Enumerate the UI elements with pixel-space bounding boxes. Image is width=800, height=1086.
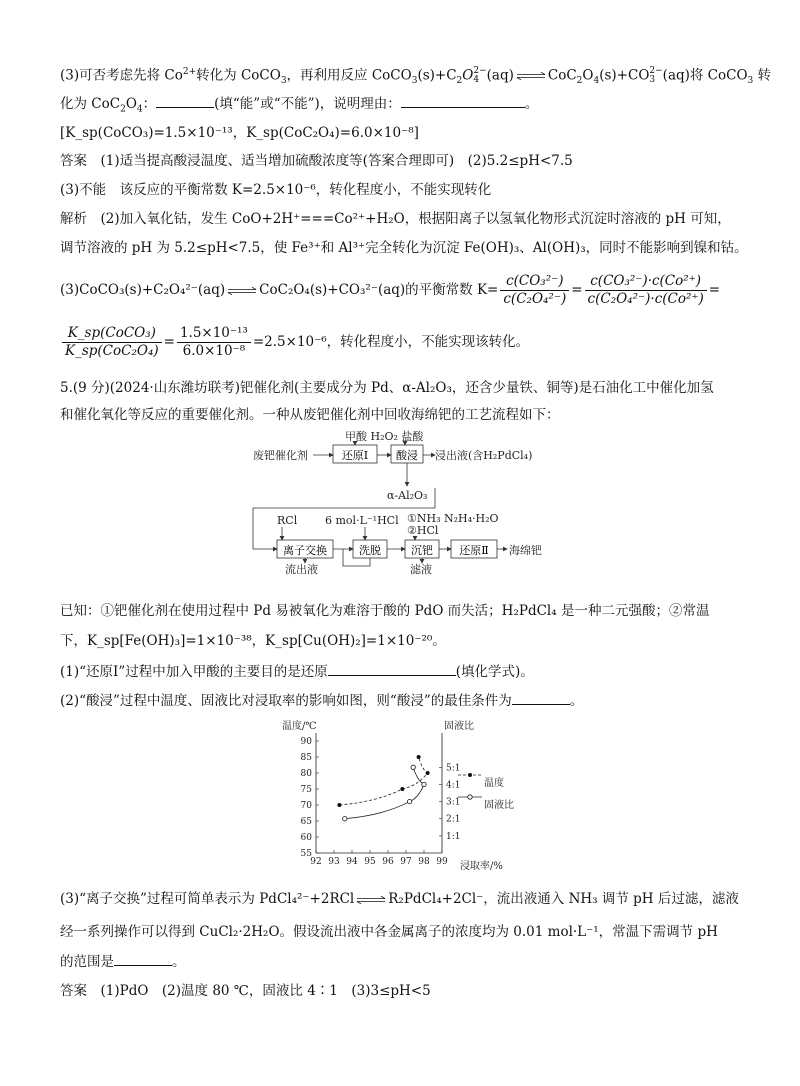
sub-q3-line2: 经一系列操作可以得到 CuCl₂·2H₂O。假设流出液中各金属离子的浓度均为 0.01 mol·L⁻¹，常温下需调节 pH	[60, 924, 718, 940]
answer-blank[interactable]	[401, 93, 525, 108]
flow-hcl: 6 mol·L⁻¹HCl	[325, 514, 399, 527]
x-tick-label: 96	[382, 857, 394, 867]
y-tick-label: 80	[300, 769, 312, 779]
answer-1: 答案 (1)适当提高酸浸温度、适当增加硫酸浓度等(答案合理即可) (2)5.2≤pH<7.5	[60, 153, 573, 169]
y-tick-label: 65	[300, 817, 312, 827]
sub-q3: (3)“离子交换”过程可简单表示为 PdCl₄²⁻+2RCl R₂PdCl₄+2Cl⁻，流出液通入 NH₃ 调节 pH 后过滤，滤液	[60, 891, 739, 907]
flow-alumina: α-Al₂O₃	[387, 489, 428, 502]
fraction: $\frac{\text{c(CO₃²⁻)·c(Co²⁺)}}{\text{c(C₂O₄²⁻)·c(Co²⁺)}}$	[585, 273, 707, 308]
flow-filtrate: 滤液	[410, 563, 432, 576]
sub-q3-line3: 的范围是 。	[60, 951, 186, 972]
chart-ylabel: 温度/℃	[282, 721, 317, 732]
legend-solid-liquid: 固液比	[484, 800, 514, 811]
y-tick-label: 85	[300, 753, 312, 763]
series-temperature-point	[417, 755, 421, 759]
box-pd-precip-label: 沉钯	[411, 544, 433, 557]
flow-effluent: 流出液	[285, 563, 318, 576]
flow-cond1: ①NH₃ N₂H₄·H₂O	[407, 512, 499, 525]
fraction: $\frac{\text{K\_sp(CoCO₃)}}{\text{K\_sp(CoC₂O₄)}}$	[62, 325, 162, 360]
flow-cond2: ②HCl	[407, 524, 439, 537]
flow-leach-liquid: 浸出液(含H₂PdCl₄)	[435, 449, 533, 462]
y-tick-label: 60	[300, 833, 312, 843]
series-solid-liquid-point	[407, 799, 411, 803]
series-solid-liquid-point	[411, 765, 415, 769]
sub-q2: (2)“酸浸”过程中温度、固液比对浸取率的影响如图，则“酸浸”的最佳条件为 。	[60, 690, 583, 711]
sub-q1: (1)“还原Ⅰ”过程中加入甲酸的主要目的是还原 (填化学式)。	[60, 661, 534, 682]
ksp-data: [K_sp(CoCO₃)=1.5×10⁻¹³，K_sp(CoC₂O₄)=6.0×10⁻⁸]	[60, 125, 419, 141]
series-solid-liquid-line	[345, 767, 424, 818]
x-tick-label: 98	[418, 857, 430, 867]
series-temperature-line	[339, 757, 427, 805]
flow-start: 废钯催化剂	[253, 449, 308, 462]
flow-reagents-row1: 甲酸 H₂O₂ 盐酸	[345, 430, 424, 443]
x-tick-label: 97	[400, 857, 412, 867]
leaching-rate-chart	[280, 715, 520, 875]
answer-1-line2: (3)不能 该反应的平衡常数 K=2.5×10⁻⁶，转化程度小，不能实现转化	[60, 182, 492, 198]
q3-line2: 化为 $CoC_2O_4$： (填“能”或“不能”)，说明理由： 。	[60, 93, 538, 120]
equilibrium-arrow	[516, 72, 546, 80]
y-tick-label: 55	[300, 849, 312, 859]
fraction: $\frac{\text{c(CO₃²⁻)}}{\text{c(C₂O₄²⁻)}}$	[500, 273, 569, 308]
chart-y2label: 固液比	[444, 721, 474, 732]
x-tick-label: 92	[310, 857, 322, 867]
analysis-4: $\frac{\text{K\_sp(CoCO₃)}}{\text{K\_sp(CoC₂O₄)}}$ = $\frac{\text{1.5×10⁻¹³}}{\text{6.0×10⁻⁸}}$ =2.5×10⁻⁶，转化程度小，不能实现该转化。	[60, 322, 529, 362]
y-tick-label: 70	[300, 801, 312, 811]
legend-solid-liquid-marker	[468, 795, 472, 799]
equilibrium-arrow	[356, 896, 386, 904]
analysis-2: 调节溶液的 pH 为 5.2≤pH<7.5，使 Fe³⁺和 Al³⁺完全转化为沉淀 Fe(OH)₃、Al(OH)₃，同时不能影响到镍和钴。	[60, 240, 748, 256]
answer-blank[interactable]	[156, 93, 214, 108]
box-acid-leach-label: 酸浸	[396, 449, 418, 462]
q3-line1: (3)可否考虑先将 $Co^{2+}$转化为 CoCO$_3$，再利用反应 $CoCO_3(s)+C_2O$ 2− 4 (aq) $CoC_2O_4(s)+CO$ 2− 3 (aq)将 CoCO$_3$ 转	[60, 66, 772, 87]
chart-xlabel: 浸取率/%	[460, 861, 503, 872]
y2-tick-label: 1:1	[446, 831, 461, 842]
equilibrium-arrow	[227, 287, 257, 295]
legend-temperature: 温度	[484, 778, 504, 789]
known-line2: 下，K_sp[Fe(OH)₃]=1×10⁻³⁸，K_sp[Cu(OH)₂]=1×10⁻²⁰。	[60, 633, 446, 649]
y2-tick-label: 5:1	[446, 763, 461, 774]
flow-rcl: RCl	[277, 514, 298, 527]
fraction: $\frac{\text{1.5×10⁻¹³}}{\text{6.0×10⁻⁸}}$	[177, 325, 251, 360]
legend-temperature-marker	[468, 773, 472, 777]
series-solid-liquid-point	[422, 782, 426, 786]
analysis-3: (3)CoCO₃(s)+C₂O₄²⁻(aq) CoC₂O₄(s)+CO₃²⁻(aq)的平衡常数 K= $\frac{\text{c(CO₃²⁻)}}{\text{c(C₂O₄²⁻)}}$ = $\frac{\text{c(CO₃²⁻)·c(Co²⁺)}}{\text{c(C₂O₄²⁻)·c(Co²⁺)}}$ =	[60, 273, 721, 307]
known-line1: 已知：①钯催化剂在使用过程中 Pd 易被氧化为难溶于酸的 PdO 而失活；H₂PdCl₄ 是一种二元强酸；②常温	[60, 603, 710, 619]
process-flowchart	[245, 428, 575, 578]
x-tick-label: 93	[328, 857, 340, 867]
q5-line2: 和催化氧化等反应的重要催化剂。一种从废钯催化剂中回收海绵钯的工艺流程如下：	[60, 407, 560, 423]
series-temperature-point	[426, 771, 430, 775]
q5-line1: 5.(9 分)(2024·山东潍坊联考)钯催化剂(主要成分为 Pd、α-Al₂O₃，还含少量铁、铜等)是石油化工中催化加氢	[60, 380, 714, 396]
series-temperature-point	[400, 787, 404, 791]
series-temperature-point	[337, 803, 341, 807]
x-tick-label: 94	[346, 857, 358, 867]
answer-blank[interactable]	[114, 951, 172, 966]
answer-blank[interactable]	[512, 690, 570, 705]
x-tick-label: 99	[436, 857, 448, 867]
box-ion-exchange-label: 离子交换	[283, 544, 327, 557]
analysis-1: 解析 (2)加入氧化钴，发生 CoO+2H⁺===Co²⁺+H₂O，根据阳离子以氢氧化物形式沉淀时溶液的 pH 可知，	[60, 211, 731, 227]
box-reduction-1-label: 还原Ⅰ	[341, 449, 369, 462]
y2-tick-label: 4:1	[446, 780, 461, 791]
x-tick-label: 95	[364, 857, 376, 867]
box-elution-label: 洗脱	[359, 544, 381, 557]
y-tick-label: 75	[300, 785, 312, 795]
answer-2: 答案 (1)PdO (2)温度 80 ℃，固液比 4∶1 (3)3≤pH<5	[60, 983, 431, 999]
series-solid-liquid-point	[343, 817, 347, 821]
box-reduction-2-label: 还原Ⅱ	[459, 544, 489, 557]
flow-sponge-pd: 海绵钯	[509, 544, 542, 557]
y2-tick-label: 3:1	[446, 797, 461, 808]
y2-tick-label: 2:1	[446, 814, 461, 825]
y-tick-label: 90	[300, 737, 312, 747]
answer-blank[interactable]	[328, 661, 456, 676]
